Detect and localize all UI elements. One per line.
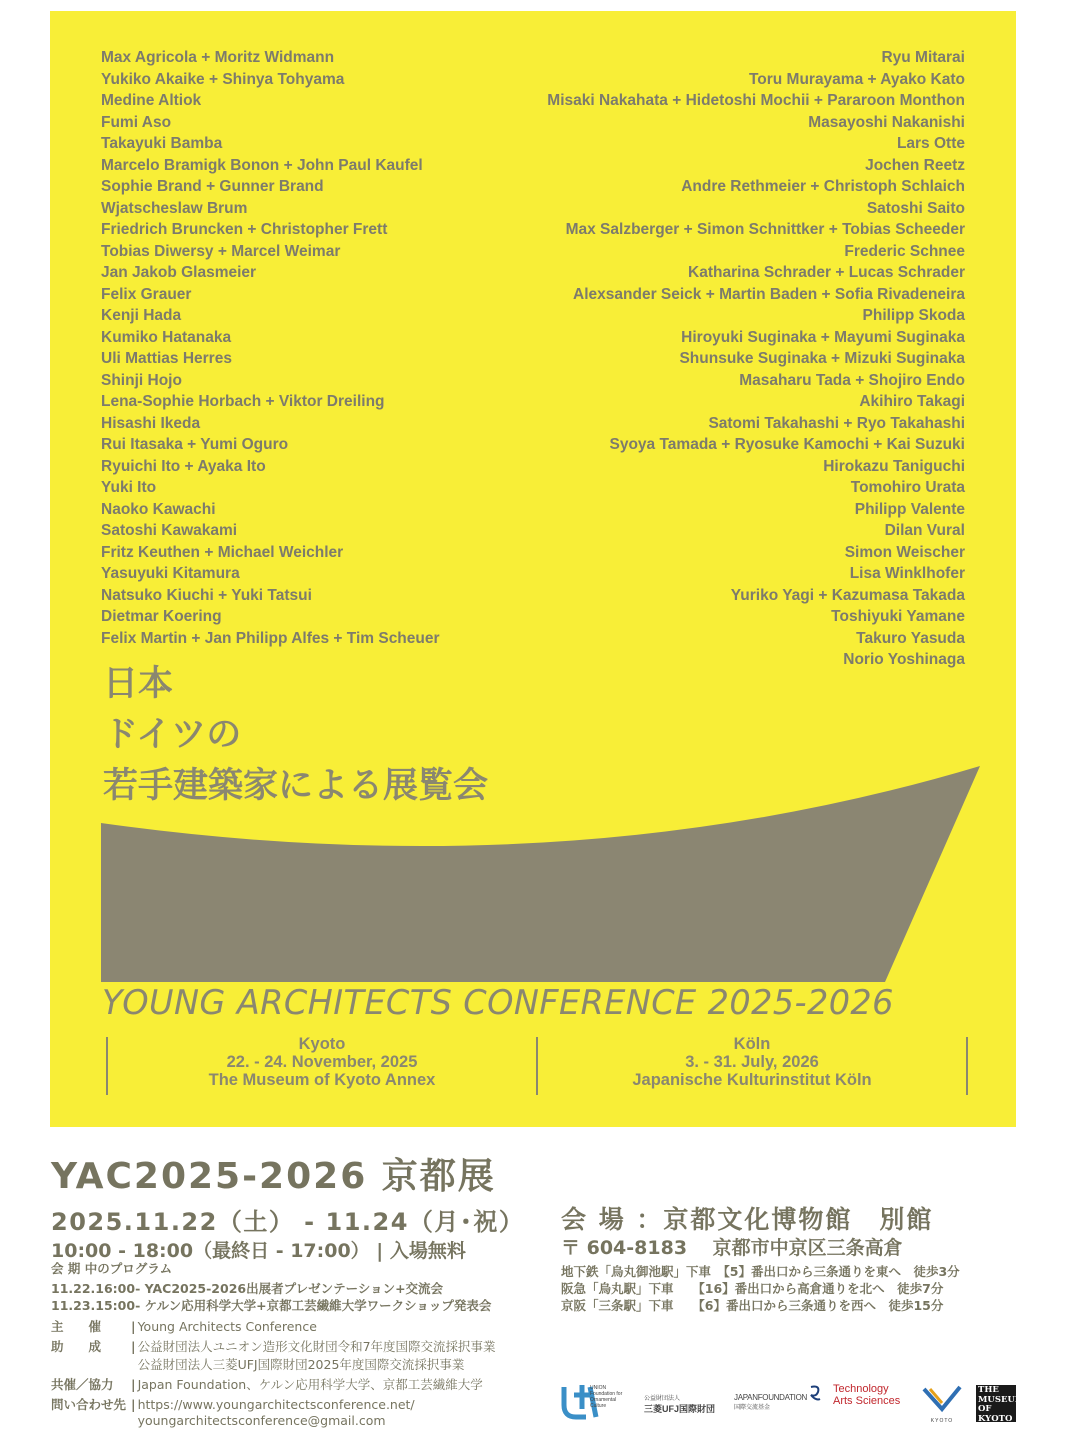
participant-name: Uli Mattias Herres bbox=[101, 350, 232, 367]
participant-name: Yuriko Yagi + Kazumasa Takada bbox=[730, 586, 965, 604]
participant-name: Syoya Tamada + Ryosuke Kamochi + Kai Suzuki bbox=[609, 436, 965, 453]
organizer-row: 主 催 | Young Architects Conference bbox=[51, 1319, 317, 1334]
participant-name: Takuro Yasuda bbox=[856, 629, 965, 647]
row-label: 主 催 bbox=[51, 1319, 102, 1334]
kit-v-mark-icon bbox=[922, 1385, 962, 1413]
participant-name: Takayuki Bamba bbox=[101, 135, 223, 152]
participant-name: Norio Yoshinaga bbox=[843, 651, 965, 668]
program-label: 会 期 中のプログラム bbox=[51, 1261, 173, 1276]
union-logo-text: UNION Foundation for Ornamental Culture bbox=[590, 1385, 623, 1409]
poster bbox=[50, 11, 1016, 1127]
japanese-title-line: 日本 bbox=[103, 664, 174, 704]
participant-name: Andre Rethmeier + Christoph Schlaich bbox=[681, 178, 965, 195]
contact-row: 問い合わせ先 | https://www.youngarchitectsconference.net/ bbox=[51, 1397, 415, 1412]
participant-name: Hirokazu Taniguchi bbox=[823, 457, 965, 475]
th-logo-line2: Arts Sciences bbox=[833, 1395, 901, 1407]
participant-name: Satoshi Saito bbox=[866, 199, 965, 217]
mufg-foundation-logo bbox=[644, 1393, 715, 1415]
jf-swirl-icon bbox=[808, 1383, 822, 1403]
website-link[interactable]: https://www.youngarchitectsconference.net/ bbox=[137, 1397, 415, 1412]
grant-row: 助 成 | 公益財団法人ユニオン造形文化財団令和7年度国際交流採択事業 bbox=[51, 1339, 496, 1354]
participant-name: Max Salzberger + Simon Schnittker + Tobias Scheeder bbox=[565, 221, 965, 238]
jf-logo-text: JAPANFOUNDATION bbox=[734, 1393, 807, 1402]
participant-name: Lars Otte bbox=[896, 135, 965, 152]
row-value: Young Architects Conference bbox=[137, 1319, 317, 1334]
participant-name: Dietmar Koering bbox=[101, 608, 222, 625]
japanese-title-line: 若手建築家による展覧会 bbox=[103, 766, 489, 806]
venue-place: The Museum of Kyoto Annex bbox=[208, 1071, 436, 1089]
participant-name: Felix Grauer bbox=[101, 285, 192, 303]
participant-name: Dilan Vural bbox=[884, 522, 965, 539]
participant-name: Masaharu Tada + Shojiro Endo bbox=[739, 371, 965, 389]
venue-place: Japanische Kulturinstitut Köln bbox=[632, 1071, 872, 1089]
row-value: Japan Foundation、ケルン応用科学大学、京都工芸繊維大学 bbox=[137, 1377, 483, 1392]
venue-koeln bbox=[537, 1035, 967, 1089]
email-link[interactable]: youngarchitectsconference@gmail.com bbox=[137, 1413, 386, 1428]
participant-name: Alexsander Seick + Martin Baden + Sofia Rivadeneira bbox=[573, 285, 965, 303]
participant-name: Satoshi Kawakami bbox=[101, 522, 238, 539]
participant-name: Medine Altiok bbox=[101, 92, 202, 109]
participant-name: Shinji Hojo bbox=[101, 371, 182, 389]
participant-name: Naoko Kawachi bbox=[101, 500, 216, 518]
jf-logo-sub: 国際交流基金 bbox=[734, 1405, 771, 1411]
participant-name: Lena-Sophie Horbach + Viktor Dreiling bbox=[101, 393, 385, 410]
participant-name: Masayoshi Nakanishi bbox=[808, 113, 965, 131]
japan-foundation-logo bbox=[734, 1393, 807, 1411]
mufg-logo-text: 三菱UFJ国際財団 bbox=[644, 1404, 716, 1414]
participant-name: Jan Jakob Glasmeier bbox=[101, 264, 257, 281]
access-line: 阪急「烏丸駅」下車 【16】番出口から高倉通りを北へ 徒歩7分 bbox=[561, 1281, 944, 1296]
participant-name: Tobias Diwersy + Marcel Weimar bbox=[101, 242, 341, 260]
participant-name: Katharina Schrader + Lucas Schrader bbox=[688, 264, 965, 281]
boat-shape bbox=[50, 11, 1016, 1127]
japanese-title-line: ドイツの bbox=[103, 715, 242, 755]
th-logo-line1: Technology bbox=[833, 1383, 889, 1395]
venue-city: Köln bbox=[733, 1035, 771, 1053]
participant-name: Friedrich Bruncken + Christopher Frett bbox=[101, 221, 388, 238]
row-label: 問い合わせ先 bbox=[51, 1397, 127, 1412]
participant-name: Fritz Keuthen + Michael Weichler bbox=[101, 543, 344, 561]
row-value: 公益財団法人ユニオン造形文化財団令和7年度国際交流採択事業 bbox=[137, 1339, 496, 1354]
contact-row-2 bbox=[51, 1412, 386, 1429]
participant-name: Hiroyuki Suginaka + Mayumi Suginaka bbox=[681, 328, 965, 346]
participant-name: Natsuko Kiuchi + Yuki Tatsui bbox=[101, 586, 312, 604]
venue-kyoto bbox=[107, 1035, 537, 1089]
conference-title: YOUNG ARCHITECTS CONFERENCE 2025-2026 bbox=[102, 983, 894, 1022]
participant-name: Frederic Schnee bbox=[844, 242, 965, 260]
program-item: 11.22.16:00- YAC2025-2026出展者プレゼンテーション+交流会 bbox=[51, 1281, 444, 1296]
museum-logo-line: MUSEUM bbox=[978, 1394, 1025, 1405]
participant-name: Sophie Brand + Gunner Brand bbox=[101, 178, 324, 195]
venue-dates: 22. - 24. November, 2025 bbox=[226, 1053, 418, 1071]
technology-arts-sciences-logo bbox=[833, 1383, 900, 1407]
participant-name: Hisashi Ikeda bbox=[101, 414, 201, 432]
participant-name: Marcelo Bramigk Bonon + John Paul Kaufel bbox=[101, 156, 423, 174]
mufg-logo-small: 公益財団法人 bbox=[644, 1396, 681, 1402]
access-line: 地下鉄「烏丸御池駅」下車 【5】番出口から三条通りを東へ 徒歩3分 bbox=[561, 1264, 960, 1279]
kit-logo-text: KYOTO bbox=[930, 1418, 954, 1424]
participant-name: Simon Weischer bbox=[844, 543, 965, 561]
participant-name: Philipp Valente bbox=[854, 500, 965, 518]
participant-name: Ryu Mitarai bbox=[881, 49, 965, 66]
participant-name: Kenji Hada bbox=[101, 307, 182, 324]
participant-name: Akihiro Takagi bbox=[859, 393, 965, 410]
union-foundation-logo bbox=[560, 1383, 630, 1426]
participant-name: Lisa Winklhofer bbox=[849, 565, 965, 582]
participant-name: Shunsuke Suginaka + Mizuki Suginaka bbox=[679, 350, 965, 367]
participant-name: Kumiko Hatanaka bbox=[101, 328, 232, 346]
access-line: 京阪「三条駅」下車 【6】番出口から三条通りを西へ 徒歩15分 bbox=[561, 1298, 944, 1313]
sponsor-logos bbox=[560, 1383, 1025, 1424]
exhibition-dates: 2025.11.22（土） - 11.24（月･祝） bbox=[51, 1208, 525, 1236]
museum-logo-line: OF KYOTO bbox=[978, 1404, 1013, 1424]
venue-address: 〒 604-8183 京都市中京区三条高倉 bbox=[561, 1237, 903, 1259]
participant-name: Yuki Ito bbox=[101, 479, 157, 496]
museum-logo-line: THE bbox=[978, 1385, 999, 1395]
grant-row-2 bbox=[51, 1356, 464, 1373]
participant-name: Max Agricola + Moritz Widmann bbox=[101, 49, 335, 66]
venue-dates: 3. - 31. July, 2026 bbox=[685, 1053, 819, 1071]
opening-hours: 10:00 - 18:00（最終日 - 17:00） | 入場無料 bbox=[51, 1240, 466, 1262]
participant-name: Toru Murayama + Ayako Kato bbox=[748, 70, 965, 88]
participant-name: Philipp Skoda bbox=[862, 307, 965, 324]
participant-name: Tomohiro Urata bbox=[850, 479, 965, 496]
participant-name: Misaki Nakahata + Hidetoshi Mochii + Pararoon Monthon bbox=[547, 92, 965, 109]
participant-name: Jochen Reetz bbox=[865, 156, 965, 174]
row-label: 助 成 bbox=[51, 1339, 102, 1354]
participant-name: Satomi Takahashi + Ryo Takahashi bbox=[708, 414, 965, 432]
museum-of-kyoto-logo bbox=[976, 1385, 1025, 1424]
participant-name: Yukiko Akaike + Shinya Tohyama bbox=[101, 70, 345, 88]
venue-name: 会 場 ：京都文化博物館 別館 bbox=[561, 1205, 934, 1234]
row-value: 公益財団法人三菱UFJ国際財団2025年度国際交流採択事業 bbox=[137, 1357, 465, 1372]
exhibition-title: YAC2025-2026 京都展 bbox=[51, 1156, 496, 1197]
cosponsor-row: 共催／協力 | Japan Foundation、ケルン応用科学大学、京都工芸繊維大学 bbox=[51, 1377, 483, 1392]
row-label: 共催／協力 bbox=[51, 1377, 114, 1392]
participant-name: Felix Martin + Jan Philipp Alfes + Tim Scheuer bbox=[101, 629, 440, 647]
venue-city: Kyoto bbox=[298, 1035, 346, 1053]
participant-name: Fumi Aso bbox=[101, 113, 172, 131]
participant-name: Rui Itasaka + Yumi Oguro bbox=[101, 436, 289, 453]
participant-name: Wjatscheslaw Brum bbox=[101, 199, 248, 217]
participant-name: Yasuyuki Kitamura bbox=[101, 565, 240, 582]
participant-name: Ryuichi Ito + Ayaka Ito bbox=[101, 457, 266, 475]
program-item: 11.23.15:00- ケルン応用科学大学+京都工芸繊維大学ワークショップ発表会 bbox=[51, 1298, 492, 1313]
access-info bbox=[561, 1263, 960, 1314]
kyoto-institute-logo bbox=[920, 1385, 964, 1424]
participant-name: Toshiyuki Yamane bbox=[831, 608, 965, 625]
